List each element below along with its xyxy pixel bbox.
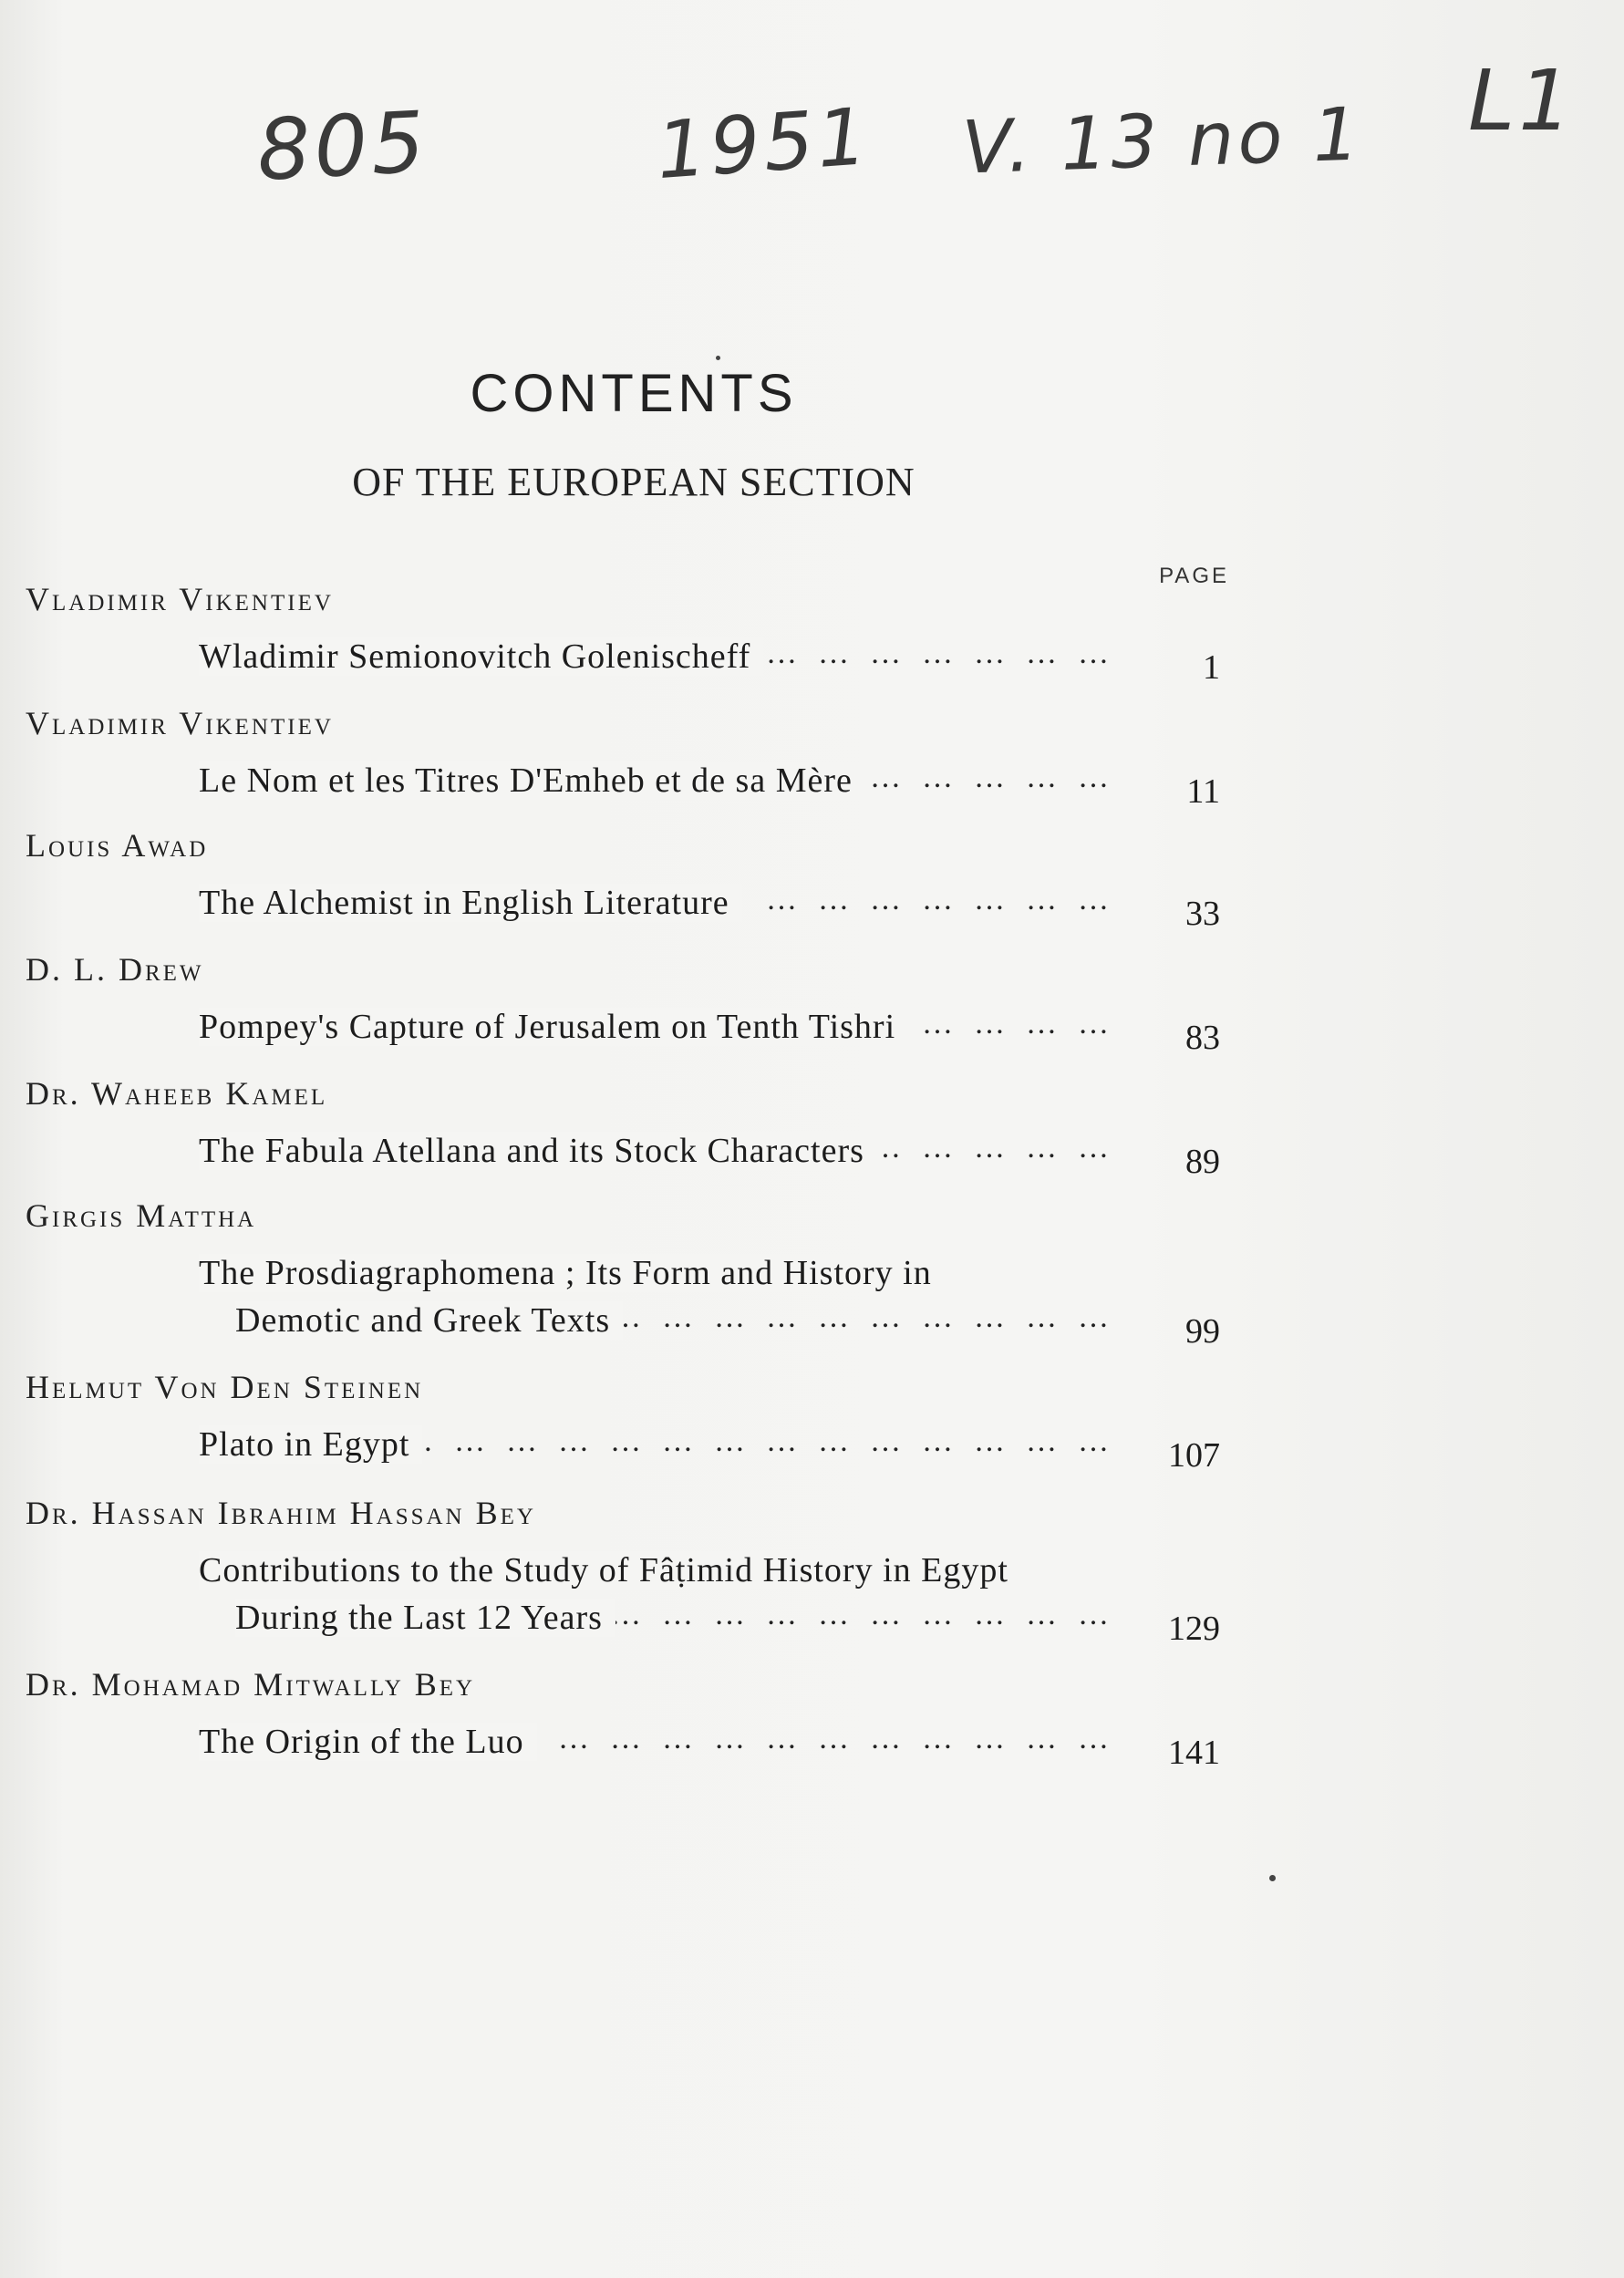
toc-page-number: 141: [1168, 1734, 1220, 1772]
toc-article-title: The Fabula Atellana and its Stock Characters … … … … … … … … … … … … … … … … … … … …: [199, 1131, 1111, 1176]
toc-page-number: 99: [1185, 1312, 1220, 1351]
toc-article-title: Le Nom et les Titres D'Emheb et de sa Mère … … … … … … … … … … … … … … … … … … … …: [199, 761, 1111, 806]
handwritten-note-volume: V. 13 no 1: [960, 91, 1365, 191]
toc-article-title: The Prosdiagraphomena ; Its Form and History in: [199, 1253, 1111, 1299]
toc-author: Dr. Hassan Ibrahim Hassan Bey: [26, 1495, 536, 1531]
toc-page-number: 107: [1168, 1436, 1220, 1475]
toc-article-title: The Alchemist in English Literature … … … … … … … … … … … … … … … … … … … …: [199, 883, 1111, 928]
toc-page-number: 11: [1186, 772, 1220, 811]
toc-article-title: The Origin of the Luo … … … … … … … … … … … … … … … … … … … …: [199, 1722, 1111, 1767]
paper-speck: [1269, 1875, 1276, 1881]
page-title: CONTENTS: [470, 364, 798, 423]
page-subtitle: OF THE EUROPEAN SECTION: [352, 460, 915, 504]
toc-page-number: 1: [1203, 648, 1220, 687]
toc-article-title-continued: During the Last 12 Years … … … … … … … … … … … … … … … … … … … …: [235, 1598, 1111, 1643]
toc-author: Louis Awad: [26, 827, 209, 864]
toc-article-title-continued: Demotic and Greek Texts … … … … … … … … … … … … … … … … … … … …: [235, 1300, 1111, 1346]
toc-author: Vladimir Vikentiev: [26, 581, 334, 617]
toc-page-number: 83: [1185, 1019, 1220, 1057]
toc-author: Dr. Waheeb Kamel: [26, 1075, 328, 1112]
handwritten-note-accession: 805: [254, 93, 431, 200]
toc-author: Vladimir Vikentiev: [26, 705, 334, 741]
toc-page-number: 33: [1185, 895, 1220, 933]
toc-article-title: Contributions to the Study of Fâṭimid History in Egypt: [199, 1550, 1111, 1596]
handwritten-note-shelf: L1: [1468, 52, 1576, 150]
toc-article-title: Pompey's Capture of Jerusalem on Tenth Tishri … … … … … … … … … … … … … … … … … … … …: [199, 1007, 1111, 1052]
toc-author: Girgis Mattha: [26, 1197, 257, 1234]
toc-author: Dr. Mohamad Mitwally Bey: [26, 1666, 476, 1703]
toc-article-title: Plato in Egypt … … … … … … … … … … … … … … … … … … … …: [199, 1424, 1111, 1470]
paper-speck: [716, 356, 720, 360]
handwritten-note-year: 1951: [653, 90, 874, 198]
toc-page-number: 89: [1185, 1143, 1220, 1181]
toc-page-number: 129: [1168, 1610, 1220, 1648]
toc-article-title: Wladimir Semionovitch Golenischeff … … … … … … … … … … … … … … … … … … … …: [199, 637, 1111, 682]
toc-author: Helmut Von Den Steinen: [26, 1369, 424, 1405]
toc-author: D. L. Drew: [26, 951, 204, 988]
page-column-label: PAGE: [1159, 564, 1229, 588]
